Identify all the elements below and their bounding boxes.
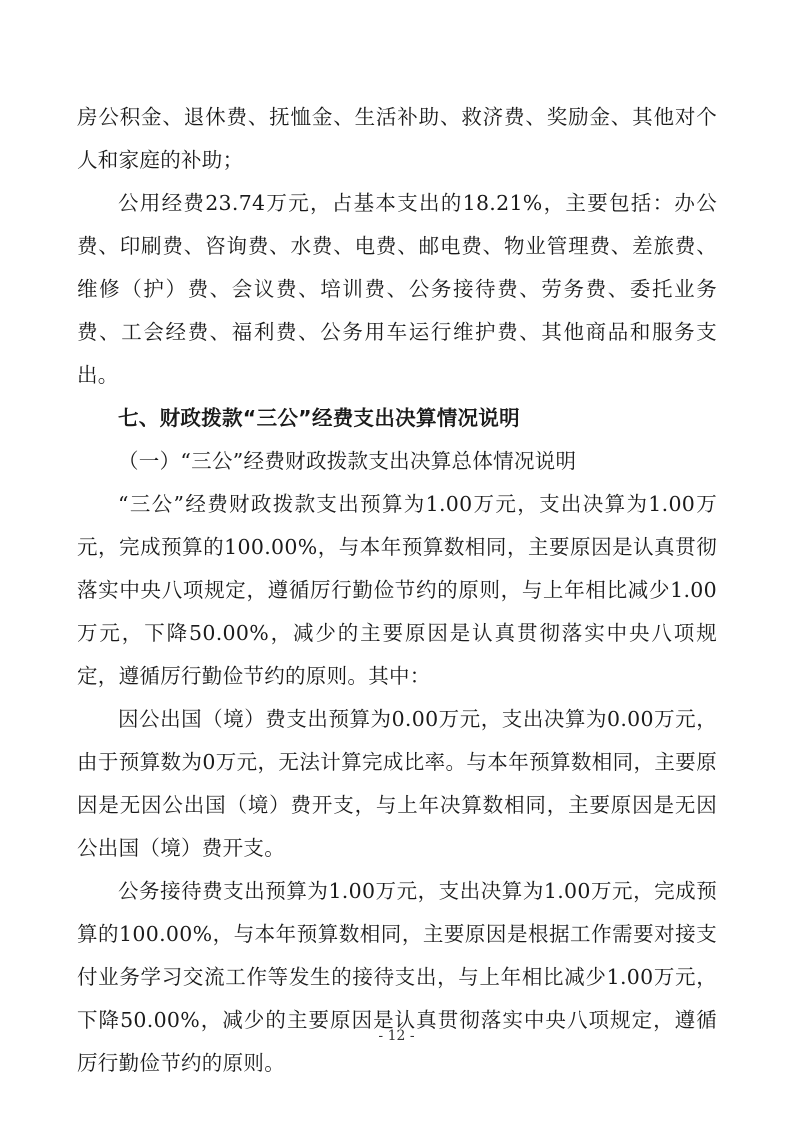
paragraph-three-public-overview: “三公”经费财政拨款支出预算为1.00万元，支出决算为1.00万元，完成预算的100.00%，与本年预算数相同，主要原因是认真贯彻落实中央八项规定，遵循厉行勤俭节约的原则，与上年相比减少1.00万元，下降50.00%，减少的主要原因是认真贯彻落实中央八项规定，遵循厉行勤俭节约的原则。其中：: [77, 492, 717, 688]
paragraph-official-reception: 公务接待费支出预算为1.00万元，支出决算为1.00万元，完成预算的100.00%，与本年预算数相同，主要原因是根据工作需要对接支付业务学习交流工作等发生的接待支出，与上年相比减少1.00万元，下降50.00%，减少的主要原因是认真贯彻落实中央八项规定，遵循厉行勤俭节约的原则。: [77, 879, 717, 1075]
subsection-heading-overall: （一）“三公”经费财政拨款支出决算总体情况说明: [118, 449, 577, 473]
paragraph-continued-subsidies: 房公积金、退休费、抚恤金、生活补助、救济费、奖励金、其他对个人和家庭的补助；: [77, 105, 717, 172]
document-page: [77, 96, 717, 1085]
paragraph-public-expenses: 公用经费23.74万元，占基本支出的18.21%，主要包括：办公费、印刷费、咨询费、水费、电费、邮电费、物业管理费、差旅费、维修（护）费、会议费、培训费、公务接待费、劳务费、委托业务费、工会经费、福利费、公务用车运行维护费、其他商品和服务支出。: [77, 191, 717, 387]
paragraph-overseas-travel: 因公出国（境）费支出预算为0.00万元，支出决算为0.00万元，由于预算数为0万元，无法计算完成比率。与本年预算数相同，主要原因是无因公出国（境）费开支，与上年决算数相同，主要原因是无因公出国（境）费开支。: [77, 707, 717, 860]
section-heading-three-public: 七、财政拨款“三公”经费支出决算情况说明: [118, 406, 520, 430]
page-number: - 12 -: [378, 1028, 415, 1044]
